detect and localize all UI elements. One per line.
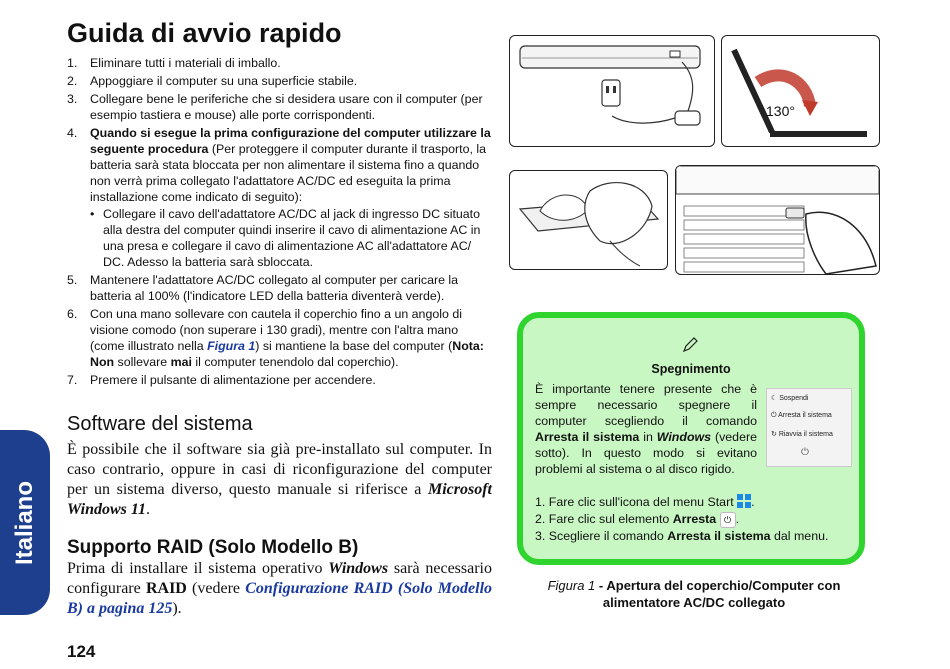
raid-text: (vedere bbox=[186, 580, 246, 597]
sub-bullets bbox=[90, 206, 492, 270]
step-item bbox=[67, 306, 492, 370]
note-text: È importante tenere presente che è sempre necessario spegnere il computer scegliendo il comando bbox=[535, 382, 757, 428]
step-text: Mantenere l'adattatore AC/DC collegato al computer per caricare la batteria al 100% (l'indicatore LED della batteria diventerà verde). bbox=[90, 273, 459, 303]
note-bold: Nota: Non bbox=[90, 339, 484, 369]
figure-power-button bbox=[675, 165, 880, 275]
raid-paragraph bbox=[67, 559, 492, 619]
note-step-bold: Arresta il sistema bbox=[667, 529, 771, 543]
angle-label: 130° bbox=[766, 103, 795, 119]
arresta-bold: Arresta il sistema bbox=[535, 430, 640, 444]
lid-angle-illustration bbox=[722, 36, 879, 146]
step-number: 7. bbox=[67, 373, 78, 387]
bullet-mark: • bbox=[90, 207, 95, 221]
windows-bold: Windows bbox=[656, 430, 712, 444]
software-text: È possibile che il software sia già pre-installato sul computer. In caso contrario, oppure in casi di riconfigurazione del computer per un sistema diverso, questo manuale si riferisce a bbox=[67, 441, 492, 498]
mai-bold: mai bbox=[170, 355, 192, 369]
power-icon[interactable]: ⏻ bbox=[801, 447, 809, 458]
step-number: 1. bbox=[67, 56, 78, 70]
note-paragraph bbox=[535, 381, 757, 477]
figure-link[interactable]: Figura 1 bbox=[207, 339, 256, 353]
menu-item-sleep[interactable]: ☾ Sospendi bbox=[771, 395, 809, 402]
menu-item-label: Arresta il sistema bbox=[778, 412, 832, 419]
step-bold-text: Quando si esegue la prima configurazione del computer utilizzare la seguente procedura bbox=[90, 126, 491, 156]
software-paragraph bbox=[67, 440, 492, 520]
hands-illustration bbox=[510, 171, 667, 269]
step-text: il computer tenendolo dal coperchio). bbox=[191, 355, 399, 369]
note-step-end: . bbox=[735, 512, 740, 526]
step-number: 2. bbox=[67, 74, 78, 88]
shutdown-note bbox=[517, 312, 865, 565]
note-step-text: 3. Scegliere il comando bbox=[535, 529, 668, 543]
bullet-item bbox=[90, 206, 492, 270]
step-item bbox=[67, 272, 492, 304]
software-heading: Software del sistema bbox=[67, 413, 253, 435]
note-step bbox=[535, 511, 855, 528]
note-step bbox=[535, 528, 855, 545]
setup-steps bbox=[67, 55, 492, 390]
language-tab-label: Italiano bbox=[11, 480, 38, 565]
step-item bbox=[67, 125, 492, 270]
note-step-text: 1. Fare clic sull'icona del menu Start bbox=[535, 495, 738, 509]
menu-item-label: Sospendi bbox=[779, 395, 809, 402]
note-step-end: dal menu. bbox=[770, 529, 829, 543]
windows-start-icon[interactable] bbox=[737, 494, 751, 508]
power-menu-screenshot bbox=[766, 388, 852, 467]
raid-text-end: ). bbox=[172, 600, 182, 617]
page-title: Guida di avvio rapido bbox=[67, 18, 342, 48]
caption-text: - Apertura del coperchio/Computer con alimentatore AC/DC collegato bbox=[595, 578, 841, 610]
page-number: 124 bbox=[67, 642, 96, 661]
step-number: 4. bbox=[67, 126, 78, 140]
step-text: Eliminare tutti i materiali di imballo. bbox=[90, 56, 281, 70]
figure-hands-lifting bbox=[509, 170, 668, 270]
step-text: Premere il pulsante di alimentazione per accendere. bbox=[90, 373, 376, 387]
note-text: in bbox=[639, 430, 657, 444]
note-text: (vedere sotto). In questo modo si evitano problemi al sistema o al disco rigido. bbox=[535, 430, 757, 476]
note-step-text: 2. Fare clic sul elemento bbox=[535, 512, 673, 526]
note-steps bbox=[535, 494, 855, 545]
step-text: sollevare bbox=[114, 355, 171, 369]
step-text: Appoggiare il computer su una superficie stabile. bbox=[90, 74, 358, 88]
figure-caption bbox=[520, 577, 868, 611]
step-text: Collegare bene le periferiche che si desidera usare con il computer (per esempio tastiera e mouse) alle porte corrispondenti. bbox=[90, 92, 483, 122]
step-text: ) si mantiene la base del computer ( bbox=[255, 339, 453, 353]
step-item bbox=[67, 55, 492, 71]
step-text: (Per proteggere il computer durante il trasporto, la batteria sarà stata bloccata per non alimentare il sistema fino a quando non verrà prima collegato l'adattatore AC/DC ed eseguita la prima installazione come indicato di seguito): bbox=[90, 142, 486, 204]
caption-figure-label: Figura 1 bbox=[547, 578, 596, 593]
software-text-end: . bbox=[146, 501, 150, 518]
bullet-text: Collegare il cavo dell'adattatore AC/DC al jack di ingresso DC situato alla destra del computer quindi inserire il cavo di alimentazione AC in una presa e collegare il cavo di alimentazione AC all'adattatore AC/ DC. Adesso la batteria sarà sbloccata. bbox=[103, 207, 481, 269]
step-text: Con una mano sollevare con cautela il coperchio fino a un angolo di visione comodo (non superare i 130 gradi), mentre con l'altra mano (come illustrato nella bbox=[90, 307, 462, 353]
step-number: 3. bbox=[67, 92, 78, 106]
step-number: 5. bbox=[67, 273, 78, 287]
pencil-icon bbox=[681, 336, 699, 354]
figure-lid-angle bbox=[721, 35, 880, 147]
keyboard-illustration bbox=[676, 166, 879, 274]
menu-item-restart[interactable]: ↻ Riavvia il sistema bbox=[771, 431, 833, 438]
windows-11-text: Microsoft Windows 11 bbox=[67, 481, 492, 518]
language-tab bbox=[0, 430, 50, 615]
menu-item-shutdown[interactable]: ⏻ Arresta il sistema bbox=[771, 412, 832, 419]
windows-text: Windows bbox=[328, 560, 389, 577]
note-step bbox=[535, 494, 855, 511]
step-item bbox=[67, 91, 492, 123]
raid-heading: Supporto RAID (Solo Modello B) bbox=[67, 537, 359, 558]
note-step-end: . bbox=[751, 495, 755, 509]
power-button-icon[interactable]: ⏻ bbox=[720, 512, 736, 528]
raid-bold: RAID bbox=[145, 580, 187, 597]
raid-config-link[interactable]: Configurazione RAID (Solo Modello B) a pagina 125 bbox=[67, 580, 493, 617]
raid-text: sarà necessario configurare bbox=[67, 560, 492, 597]
raid-text: Prima di installare il sistema operativo bbox=[67, 560, 329, 577]
step-number: 6. bbox=[67, 307, 78, 321]
figure-adapter-connection bbox=[509, 35, 715, 147]
adapter-illustration bbox=[510, 36, 714, 146]
note-title: Spegnimento bbox=[651, 362, 731, 376]
step-item bbox=[67, 372, 492, 388]
note-step-bold: Arresta bbox=[672, 512, 717, 526]
step-item bbox=[67, 73, 492, 89]
menu-item-label: Riavvia il sistema bbox=[778, 431, 833, 438]
